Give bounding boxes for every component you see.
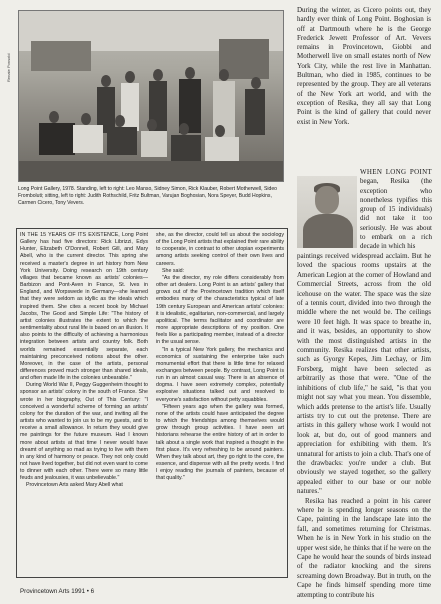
group-photo bbox=[18, 10, 284, 182]
sidebar-paragraph: During World War II, Peggy Guggenheim thought to sponsor an artists' colony in the south of France. She wrote in her biography, Out of This Century: "I conceived a wonderful scheme of forming an artists' colony for the duration of the war, and inviting all the artists who wanted to join us to be my guests, and to receive a small allowance. In return they would give me paintings for the future museum. Had I known more about artists at that time I never would have dreamt of anything so mad as trying to live with them in any kind of harmony or peace. They not only could not have lived together, but did not even want to come to dinner with each other. There were so many little feuds and jealousies, it was unbelievable." bbox=[20, 382, 148, 482]
portrait-photo bbox=[297, 176, 357, 248]
sidebar-paragraph: "As the director, my role differs considerably from other art dealers. Long Point is an artists' gallery that grows out of the Provincetown tradition which itself embodies many of the characteristics typical of late 19th century European and American artists' colonies: it is idealistic, egalitarian, non-commercial, and largely apolitical. The terms facilitator and coordinator are more appropriate descriptions of my position. One feels like a participating member, instead of a director in the usual sense. bbox=[156, 274, 284, 346]
sidebar-paragraph: IN THE 15 YEARS OF ITS EXISTENCE, Long Point Gallery has had five directors: Rick Librizzi, Edys Hunter, Elizabeth O'Donnell, Robert Gill, and Mary Abell, who is the current director. This spring she received a master's degree in art history from New York University. Doing research on 19th century villages that became known as artists' colonies—Barbizon and Pont-Aven in France, St. Ives in England, and Worpswede in Germany—she learned that they were seldom as idyllic as the ideals which inspired them. She cites a recent book by Michael Jacobs, The Good and Simple Life: "The history of artist colonies illustrates the extent to which the sentimentality about rural life is based on an illusion. It also points to the difficulty of achieving a harmonious integration between artists and country folk. Both worlds remained essentially separate, each maintaining preconceived notions about the other. Moreover, in the case of the artists, personal differences proved much stronger than shared ideals, and often made life in the colonies unbearable." bbox=[20, 232, 148, 382]
sidebar-paragraph: "In a typical New York gallery, the mechanics and economics of sustaining the enterprise take such monumental effort that there is little time for relaxed exchanges between people. By contrast, Long Point is run in an almost casual way. There is an absence of dogma. I have seen extremely complex, potentially explosive situations talked out and resolved to everyone's satisfaction without petty squabbles. bbox=[156, 346, 284, 403]
article-paragraph: During the winter, as Cicero points out, they hardly ever think of Long Point. Boghosian is off at Dartmouth where he is the George Frederick Jewett Professor of Art. Vevers remains in Provincetown, Giobbi and Motherwell live on small estates north of New York City, while the rest live in Manhattan. Bultman, who died in 1985, continues to be represented by the group. They are all veterans of the New York art world, and with the exception of Resika, they all say that Long Point is the kind of gallery that could never exist in New York. bbox=[297, 6, 431, 126]
article-text: began, Resika (the exception who nonetheless typifies this group of 15 individuals) did not take it too seriously. He was about to embark on a rich decade in which his bbox=[360, 177, 432, 251]
sidebar-paragraph: "Fifteen years ago when the gallery was formed, none of the artists could have anticipated the degree to which the friendships among themselves would grow through group activities. I have seen art historians rehearse the entire history of art in order to talk about a single work that inspired a thought in the first place. It's very refreshing to be around painters. When they talk about art, they go right to the core, the essence, and dispense with all the pretty words. I find I enjoy reading the journals of painters, because of that quality." bbox=[156, 403, 284, 482]
article-column-beside-portrait bbox=[360, 168, 432, 252]
sidebar-column-2 bbox=[156, 232, 284, 482]
photo-caption: Long Point Gallery, 1978. Standing, left to right: Leo Manso, Sidney Simon, Rick Klauber, Robert Motherwell, Sideo Fromboluti; sitting, left to right: Judith Rothschild, Fritz Bultman, Varujan Boghosian, Nora Speyer, Budd Hopkins, Carmen Cicero, Tony Vevers. bbox=[18, 186, 277, 206]
sidebar-paragraph: She said: bbox=[162, 267, 185, 274]
page-footer: Provincetown Arts 1991 • 6 bbox=[20, 588, 95, 595]
article-column-bottom bbox=[297, 252, 431, 600]
article-paragraph: Resika has reached a point in his career where he is spending longer seasons on the Cape, painting in the landscape late into the fall, and sometimes returning for Christmas. When he is in New York in his studio on the upper west side, he thinks that if he were on the Cape he would hear the sounds of birds instead of the radiator knocking and the sirens screaming down Broadway. But in truth, on the Cape he finds himself spending more time attempting to contribute his bbox=[297, 496, 431, 599]
section-lead: WHEN LONG POINT bbox=[360, 168, 432, 176]
sidebar-paragraph: she, as the director, could tell us about the sociology of the Long Point artists that explained their rare ability to cooperate, in contrast to other utopian experiments among artists seeking control of their own lives and careers. bbox=[156, 232, 284, 267]
article-paragraph: paintings received widespread acclaim. But he loved the spacious rooms upstairs at the American Legion at the corner of Howland and Commercial Streets, across from the old icehouse on the water. The space was the size of a tennis court, divided into two through the middle where the net would be. The ceilings were 10 feet high. It was space to breathe in, and it was, besides, an opportunity to show with the most distinguished artists in the community. Resika realizes that other artists, such as Gyorgy Kepes, Jim Lechay, or Jim Forsberg, might have been selected as arbitrarily as those that were. "One of the inhibitions of club life," he said, "is that you might not say what you mean. You dissemble, which adds pretense to the artist's life. Usually artists try to cut out the pretense. There are artists in this gallery whose work I would not look at, but do, out of good manners and appreciation for exhibiting with them. It's unnatural for artists to join a club. That's one of the drawbacks: you're under a club. But obviously we stayed together, so the gallery appealed either to our base or our noble natures." bbox=[297, 252, 431, 496]
sidebar-paragraph: Provincetown Arts asked Mary Abell what bbox=[26, 482, 123, 489]
sidebar-column-1 bbox=[20, 232, 148, 490]
photo-credit: Renate Ponsold bbox=[6, 53, 11, 82]
article-column-top bbox=[297, 6, 431, 127]
